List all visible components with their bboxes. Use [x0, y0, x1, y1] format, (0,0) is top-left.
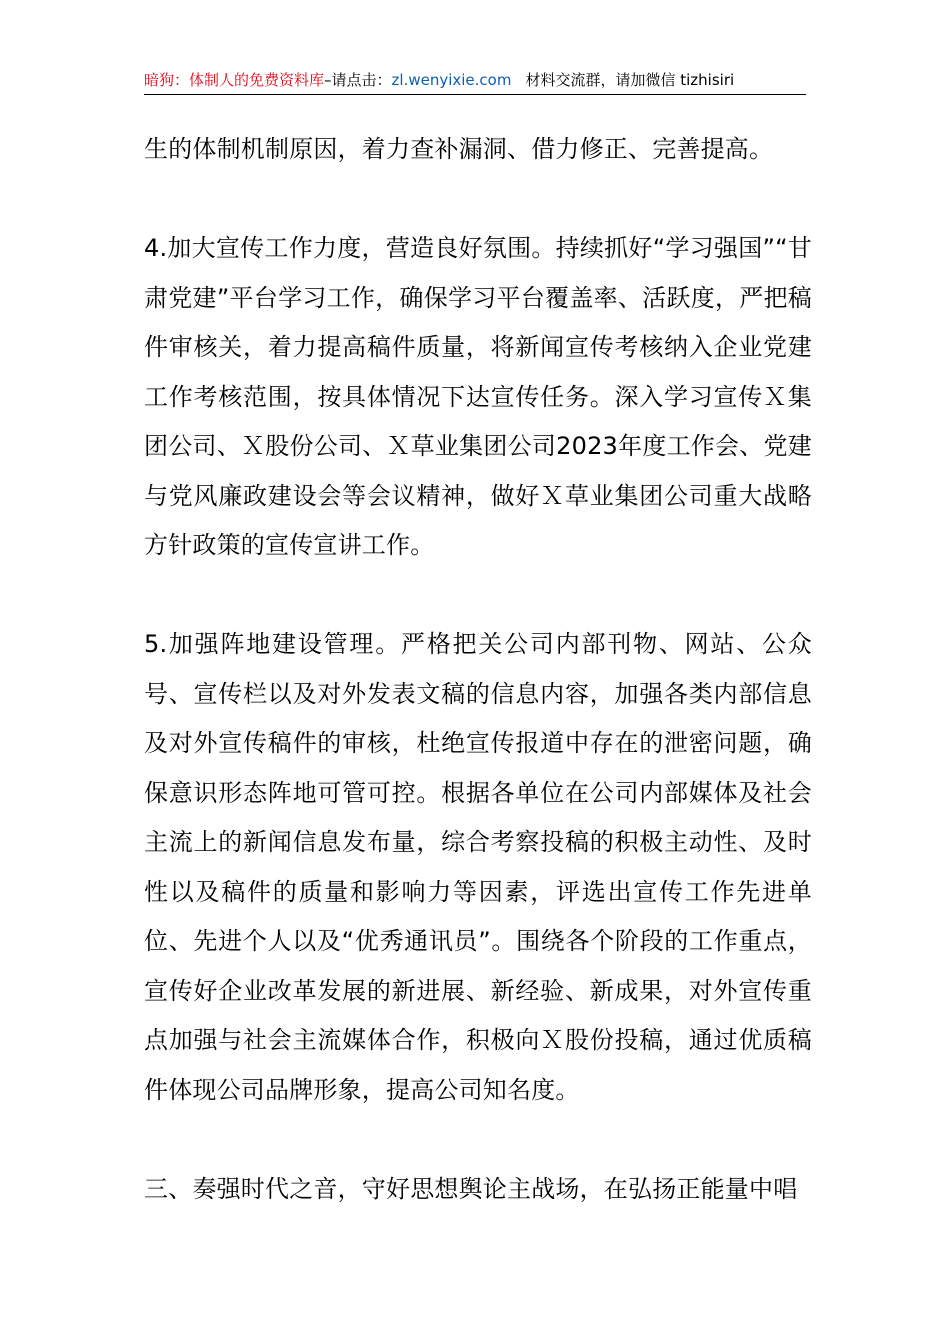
paragraph-4-publicity: 4.加大宣传工作力度，营造良好氛围。持续抓好“学习强国”“甘肃党建”平台学习工作，确保学习平台覆盖率、活跃度，严把稿件审核关，着力提高稿件质量，将新闻宣传考核纳入企业党建工作考核范围，按具体情况下达宣传任务。深入学习宣传Ｘ集团公司、Ｘ股份公司、Ｘ草业集团公司2023年度工作会、党建与党风廉政建设会等会议精神，做好Ｘ草业集团公司重大战略方针政策的宣传宣讲工作。	[144, 234, 812, 559]
paragraph-5-platform-management: 5.加强阵地建设管理。严格把关公司内部刊物、网站、公众号、宣传栏以及对外发表文稿的信息内容，加强各类内部信息及对外宣传稿件的审核，杜绝宣传报道中存在的泄密问题，确保意识形态阵地可管可控。根据各单位在公司内部媒体及社会主流上的新闻信息发布量，综合考察投稿的积极主动性、及时性以及稿件的质量和影响力等因素，评选出宣传工作先进单位、先进个人以及“优秀通讯员”。围绕各个阶段的工作重点，宣传好企业改革发展的新进展、新经验、新成果，对外宣传重点加强与社会主流媒体合作，积极向Ｘ股份投稿，通过优质稿件体现公司品牌形象，提高公司知名度。	[144, 630, 812, 1104]
section-heading-3: 三、奏强时代之音，守好思想舆论主战场，在弘扬正能量中唱	[144, 1174, 798, 1203]
header-group-note: 材料交流群，请加微信 tizhisiri	[525, 71, 735, 89]
page-header	[144, 66, 806, 95]
paragraph-continuation: 生的体制机制原因，着力查补漏洞、借力修正、完善提高。	[144, 135, 774, 163]
header-brand: 暗狗：体制人的免费资料库	[144, 71, 325, 89]
header-click-prefix: –请点击：	[324, 71, 392, 89]
document-body	[144, 125, 812, 1214]
header-url-link[interactable]: zl.wenyixie.com	[391, 71, 512, 89]
